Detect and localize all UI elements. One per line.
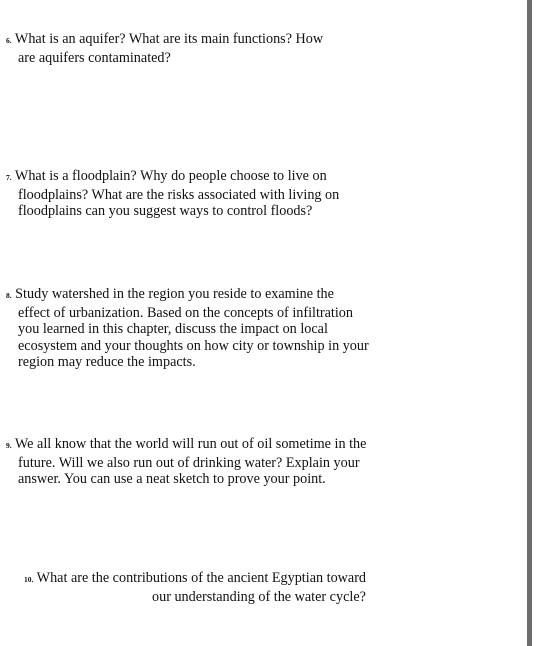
question-number: 7. — [6, 173, 12, 182]
question-9 — [6, 436, 366, 488]
question-text-line: effect of urbanization. Based on the concepts of infiltration — [18, 304, 353, 321]
question-text-line: floodplains? What are the risks associated with living on — [18, 186, 340, 203]
question-8 — [6, 286, 369, 371]
question-text-line: What are the contributions of the ancient Egyptian toward — [36, 570, 367, 586]
question-10 — [24, 570, 366, 605]
page-edge-divider — [527, 0, 532, 646]
question-text-line: We all know that the world will run out of oil sometime in the — [14, 436, 367, 452]
question-text-line: region may reduce the impacts. — [18, 354, 196, 371]
question-text-line: floodplains can you suggest ways to control floods? — [18, 203, 313, 220]
question-text-line: you learned in this chapter, discuss the impact on local — [18, 321, 328, 338]
question-7 — [6, 168, 339, 220]
question-text-line: are aquifers contaminated? — [18, 49, 171, 66]
question-text-line: Study watershed in the region you reside to examine the — [15, 286, 334, 302]
question-text-line: ecosystem and your thoughts on how city or township in your — [18, 337, 369, 354]
question-text-line: answer. You can use a neat sketch to prove your point. — [18, 471, 326, 488]
question-number: 9. — [6, 441, 12, 450]
question-text-line: What is a floodplain? Why do people choose to live on — [14, 168, 327, 184]
question-number: 6. — [6, 36, 12, 45]
question-text-line: our understanding of the water cycle? — [152, 588, 366, 605]
question-number: 10. — [24, 575, 34, 584]
question-6 — [6, 31, 323, 66]
question-number: 8. — [6, 291, 12, 300]
question-text-line: What is an aquifer? What are its main functions? How — [14, 31, 324, 47]
question-text-line: future. Will we also run out of drinking water? Explain your — [18, 454, 360, 471]
